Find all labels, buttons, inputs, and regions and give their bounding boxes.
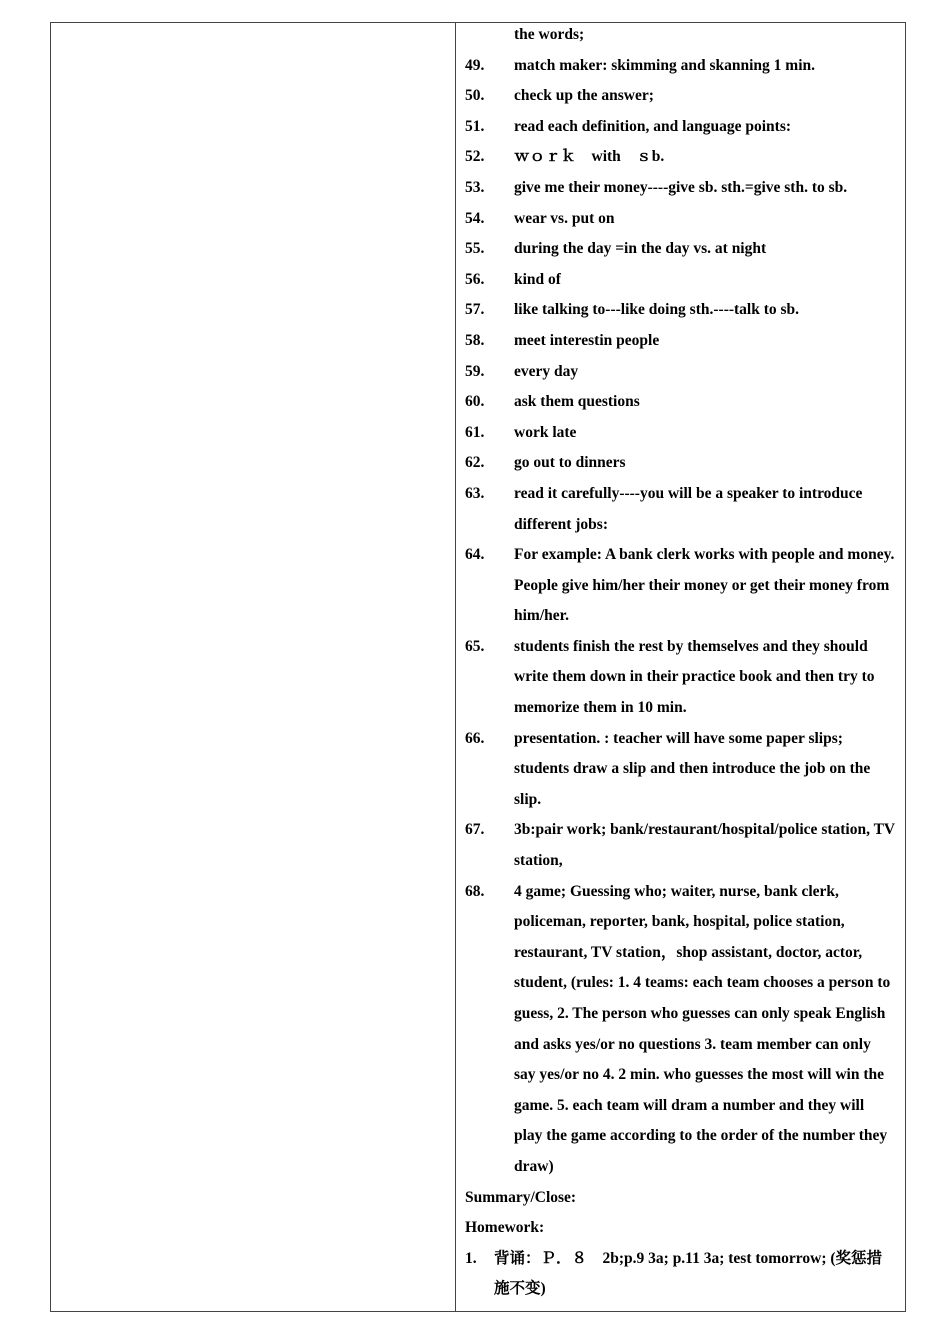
item-text: students finish the rest by themselves and they should write them down in their practice book and then try to memorize them in 10 min. bbox=[514, 637, 875, 717]
homework-text: 背诵：Ｐ．８ 2b;p.9 3a; p.11 3a; test tomorrow; (奖惩措施不变) bbox=[494, 1249, 883, 1298]
list-item bbox=[465, 142, 895, 173]
list-item bbox=[465, 448, 895, 479]
left-column-cell bbox=[51, 23, 456, 1311]
list-item bbox=[465, 418, 895, 449]
list-item bbox=[465, 326, 895, 357]
list-item bbox=[465, 387, 895, 418]
item-text: during the day =in the day vs. at night bbox=[514, 240, 767, 258]
list-item bbox=[465, 724, 895, 816]
list-item bbox=[465, 81, 895, 112]
item-text: meet interestin people bbox=[514, 331, 660, 349]
list-item bbox=[465, 479, 895, 540]
item-number: 58. bbox=[465, 331, 485, 349]
list-item bbox=[465, 112, 895, 143]
item-number: 60. bbox=[465, 393, 485, 411]
item-text: read it carefully----you will be a speaker to introduce different jobs: bbox=[514, 484, 863, 533]
list-item bbox=[465, 632, 895, 724]
item-number: 50. bbox=[465, 87, 485, 105]
item-number: 51. bbox=[465, 117, 485, 135]
item-number: 59. bbox=[465, 362, 485, 380]
procedure-content bbox=[465, 20, 895, 1305]
homework-item bbox=[465, 1244, 895, 1305]
item-number: 54. bbox=[465, 209, 485, 227]
item-number: 49. bbox=[465, 56, 485, 74]
item-text: presentation. : teacher will have some paper slips; students draw a slip and then introduce the job on the slip. bbox=[514, 729, 871, 808]
list-item bbox=[465, 357, 895, 388]
item-text: kind of bbox=[514, 270, 561, 288]
item-text: every day bbox=[514, 362, 579, 380]
item-text: ｗｏｒｋ with ｓb. bbox=[514, 148, 665, 166]
list-item bbox=[465, 173, 895, 204]
item-text: give me their money----give sb. sth.=give sth. to sb. bbox=[514, 178, 848, 196]
lesson-table bbox=[50, 22, 906, 1312]
item-number: 65. bbox=[465, 637, 485, 655]
item-text: go out to dinners bbox=[514, 454, 626, 472]
item-number: 61. bbox=[465, 423, 485, 441]
list-item bbox=[465, 540, 895, 632]
item-number: 64. bbox=[465, 546, 485, 564]
item-number: 67. bbox=[465, 821, 485, 839]
summary-heading: Summary/Close: bbox=[465, 1188, 577, 1206]
homework-number: 1. bbox=[465, 1249, 477, 1267]
list-item bbox=[465, 265, 895, 296]
list-item bbox=[465, 204, 895, 235]
list-item bbox=[465, 234, 895, 265]
item-number: 53. bbox=[465, 178, 485, 196]
list-item bbox=[465, 51, 895, 82]
item-text: read each definition, and language points: bbox=[514, 117, 792, 135]
item-text: For example: A bank clerk works with people and money. People give him/her their money or get their money from him/her. bbox=[514, 546, 895, 625]
list-item bbox=[465, 295, 895, 326]
list-item bbox=[465, 815, 895, 876]
item-text: wear vs. put on bbox=[514, 209, 615, 227]
right-column-cell bbox=[456, 23, 905, 1311]
item-text: match maker: skimming and skanning 1 min. bbox=[514, 56, 816, 74]
item-text: ask them questions bbox=[514, 393, 640, 411]
item-number: 52. bbox=[465, 148, 485, 166]
item-text: check up the answer; bbox=[514, 87, 654, 105]
item-number: 56. bbox=[465, 270, 485, 288]
item-text: 3b:pair work; bank/restaurant/hospital/police station, TV station, bbox=[514, 821, 895, 870]
list-item bbox=[465, 877, 895, 1183]
item-number: 63. bbox=[465, 484, 485, 502]
item-number: 68. bbox=[465, 882, 485, 900]
item-number: 57. bbox=[465, 301, 485, 319]
item-number: 66. bbox=[465, 729, 485, 747]
item-text: like talking to---like doing sth.----talk to sb. bbox=[514, 301, 800, 319]
homework-heading: Homework: bbox=[465, 1219, 545, 1237]
item-text: work late bbox=[514, 423, 577, 441]
item-number: 62. bbox=[465, 454, 485, 472]
item-number: 55. bbox=[465, 240, 485, 258]
item-text: 4 game; Guessing who; waiter, nurse, bank clerk, policeman, reporter, bank, hospital, police station, restaurant, TV station，shop assistant, doctor, actor, student, (rules: 1. 4 teams: each team chooses a person to guess, 2. The person who guesses can only speak English and asks yes/or no questions 3. team member can only say yes/or no 4. 2 min. who guesses the most will win the game. 5. each team will dram a number and they will play the game according to the order of the number they draw) bbox=[514, 882, 891, 1175]
continuation-line: the words; bbox=[514, 26, 585, 43]
